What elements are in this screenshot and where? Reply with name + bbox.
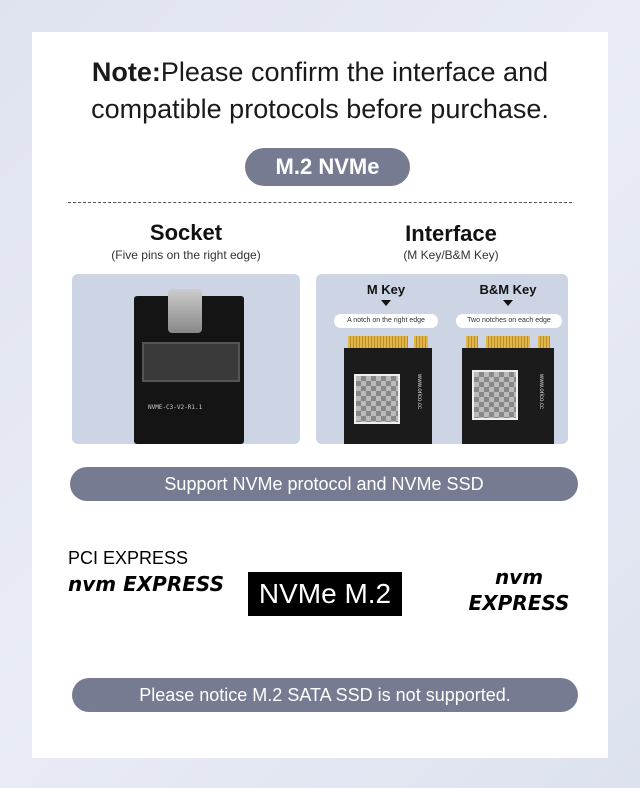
note-heading (32, 54, 608, 128)
nvme-m2-logo: NVMe M.2 (248, 572, 402, 616)
product-info-panel (32, 32, 608, 758)
qr-code (354, 374, 400, 424)
bm-key-note: Two notches on each edge (456, 314, 562, 328)
support-banner: Support NVMe protocol and NVMe SSD (70, 467, 578, 501)
socket-subtitle: (Five pins on the right edge) (111, 248, 261, 262)
m2-slot (142, 342, 240, 382)
divider (68, 202, 572, 203)
notice-banner: Please notice M.2 SATA SSD is not supported. (72, 678, 578, 712)
m-key-contacts (348, 336, 408, 348)
m-key-label: M Key (366, 282, 406, 297)
nvm-express-logo-text: nvm EXPRESS (68, 572, 224, 596)
socket-title: Socket (149, 220, 223, 245)
ssd-brand: www.orico.cc (416, 374, 422, 410)
pci-express-nvm-logo (68, 548, 224, 596)
qr-code (472, 370, 518, 420)
usb-c-port-icon (168, 289, 202, 333)
ssd-brand: www.orico.cc (538, 374, 544, 410)
note-text: Please confirm the interface and compatible protocols before purchase. (91, 57, 549, 124)
arrow-down-icon (381, 300, 391, 306)
socket-image (72, 274, 300, 444)
bm-key-contacts (486, 336, 530, 348)
interface-image (316, 274, 568, 444)
protocol-badge: M.2 NVMe (245, 148, 410, 186)
m-key-contacts (414, 336, 428, 348)
bm-key-label: B&M Key (479, 282, 537, 297)
arrow-down-icon (503, 300, 513, 306)
m-key-note: A notch on the right edge (334, 314, 438, 328)
interface-title: Interface (405, 221, 497, 246)
bm-key-contacts (466, 336, 478, 348)
logo-row (32, 542, 608, 652)
pcb-label: NVME-C3-V2-R1.1 (148, 404, 203, 411)
nvm-express-logo: nvm EXPRESS (468, 565, 570, 615)
bm-key-contacts (538, 336, 550, 348)
interface-subtitle: (M Key/B&M Key) (403, 248, 499, 262)
note-label: Note: (91, 57, 161, 87)
pci-express-logo-text: PCI EXPRESS (68, 548, 189, 568)
